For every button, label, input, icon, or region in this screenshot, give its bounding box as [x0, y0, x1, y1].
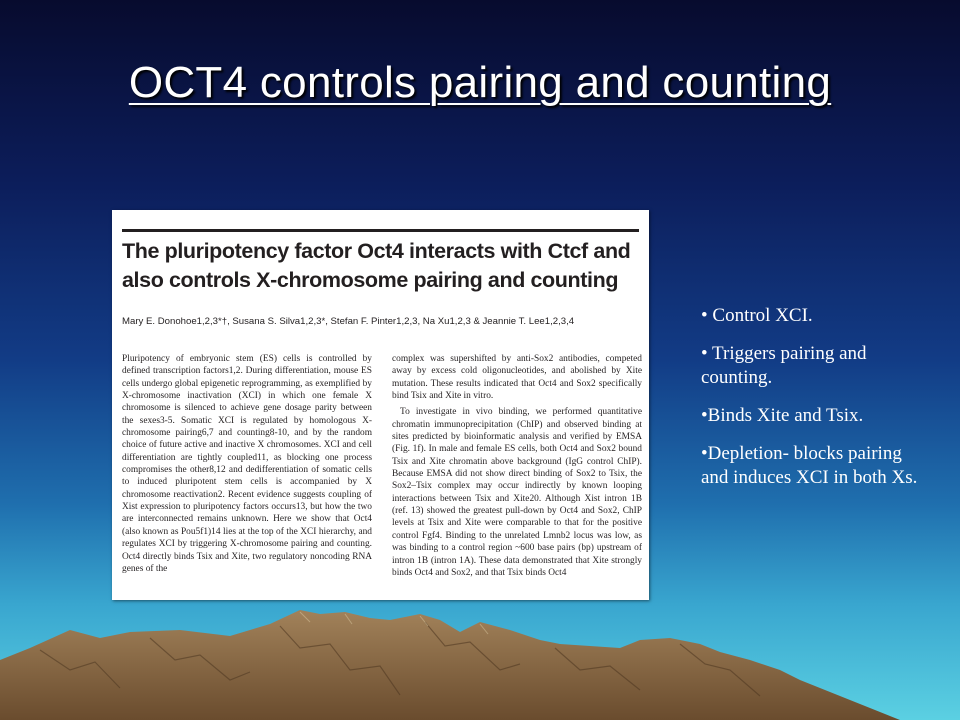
paper-title: The pluripotency factor Oct4 interacts with Ctcf and also controls X-chromosome pairing and counting [122, 239, 631, 292]
bullet-item: • Triggers pairing and counting. [701, 343, 867, 388]
paper-body-paragraph-2: To investigate in vivo binding, we performed quantitative chromatin immunoprecipitation (ChIP) and observed binding at sites predicted by bioinformatic analysis and verified by EMSA (Fig. 1f). In male and female ES cells, both Oct4 and Sox2 bound Tsix and Xite chromatin above background (IgG control ChIP). Because EMSA did not show direct binding of Sox2 to Tsix, the Sox2–Tsix complex may occur indirectly by known looping interactions between Tsix and Xite20. Although Xist intron 1B (ref. 13) showed the greatest pull-down by Oct4 and Sox2, ChIP levels at Tsix and Xite were comparable to that for the positive control Fgf4. Binding to the unrelated Lmnb2 locus was low, as was binding to a control region ~600 base pairs (bp) upstream of intron 1B (intron 1A). These data demonstrated that Xite strongly binds Oct4 and Sox2, and that Tsix binds Oct4 [392, 407, 642, 578]
mountain-range-shape [0, 610, 900, 720]
bullet-item: • Control XCI. [701, 305, 813, 326]
paper-authors: Mary E. Donohoe1,2,3*†, Susana S. Silva1,2,3*, Stefan F. Pinter1,2,3, Na Xu1,2,3 & Jeannie T. Lee1,2,3,4 [122, 316, 575, 327]
paper-excerpt-image [112, 210, 649, 600]
paper-column-right [392, 353, 642, 598]
paper-header-rule [122, 229, 639, 232]
paper-abstract-text: Pluripotency of embryonic stem (ES) cells is controlled by defined transcription factors1,2. During differentiation, mouse ES cells undergo global epigenetic reprogramming, as exemplified by X-chromosome inactivation (XCI) in which one female X chromosome is silenced to achieve gene dosage parity between the sexes3-5. Somatic XCI is regulated by homologous X-chromosome pairing6,7 and counting8-10, and by the random choice of future active and inactive X chromosomes. XCI and cell differentiation are tightly coupled11, as blocking one process compromises the other8,12 and dedifferentiation of somatic cells to induced pluripotent stem cells is accompanied by X chromosome reactivation2. Recent evidence suggests coupling of Xist expression to pluripotency factors occurs13, but how the two are interconnected remains unknown. Here we show that Oct4 (also known as Pou5f1)14 lies at the top of the XCI hierarchy, and regulates XCI by triggering X-chromosome pairing and counting. Oct4 directly binds Tsix and Xite, two regulatory noncoding RNA genes of the [122, 354, 372, 574]
bullet-item: •Depletion- blocks pairing and induces XCI in both Xs. [701, 443, 918, 488]
paper-column-left [122, 353, 372, 598]
mountain-landscape-decoration [0, 600, 960, 720]
slide-title: OCT4 controls pairing and counting [128, 58, 832, 107]
bullet-list [701, 304, 931, 504]
paper-body-paragraph-1: complex was supershifted by anti-Sox2 antibodies, competed away by excess cold oligonucleotides, and abolished by Xite mutation. These results indicated that Oct4 and Sox2 specifically bind Tsix and Xite in vitro. [392, 354, 642, 402]
bullet-item: •Binds Xite and Tsix. [701, 405, 864, 426]
